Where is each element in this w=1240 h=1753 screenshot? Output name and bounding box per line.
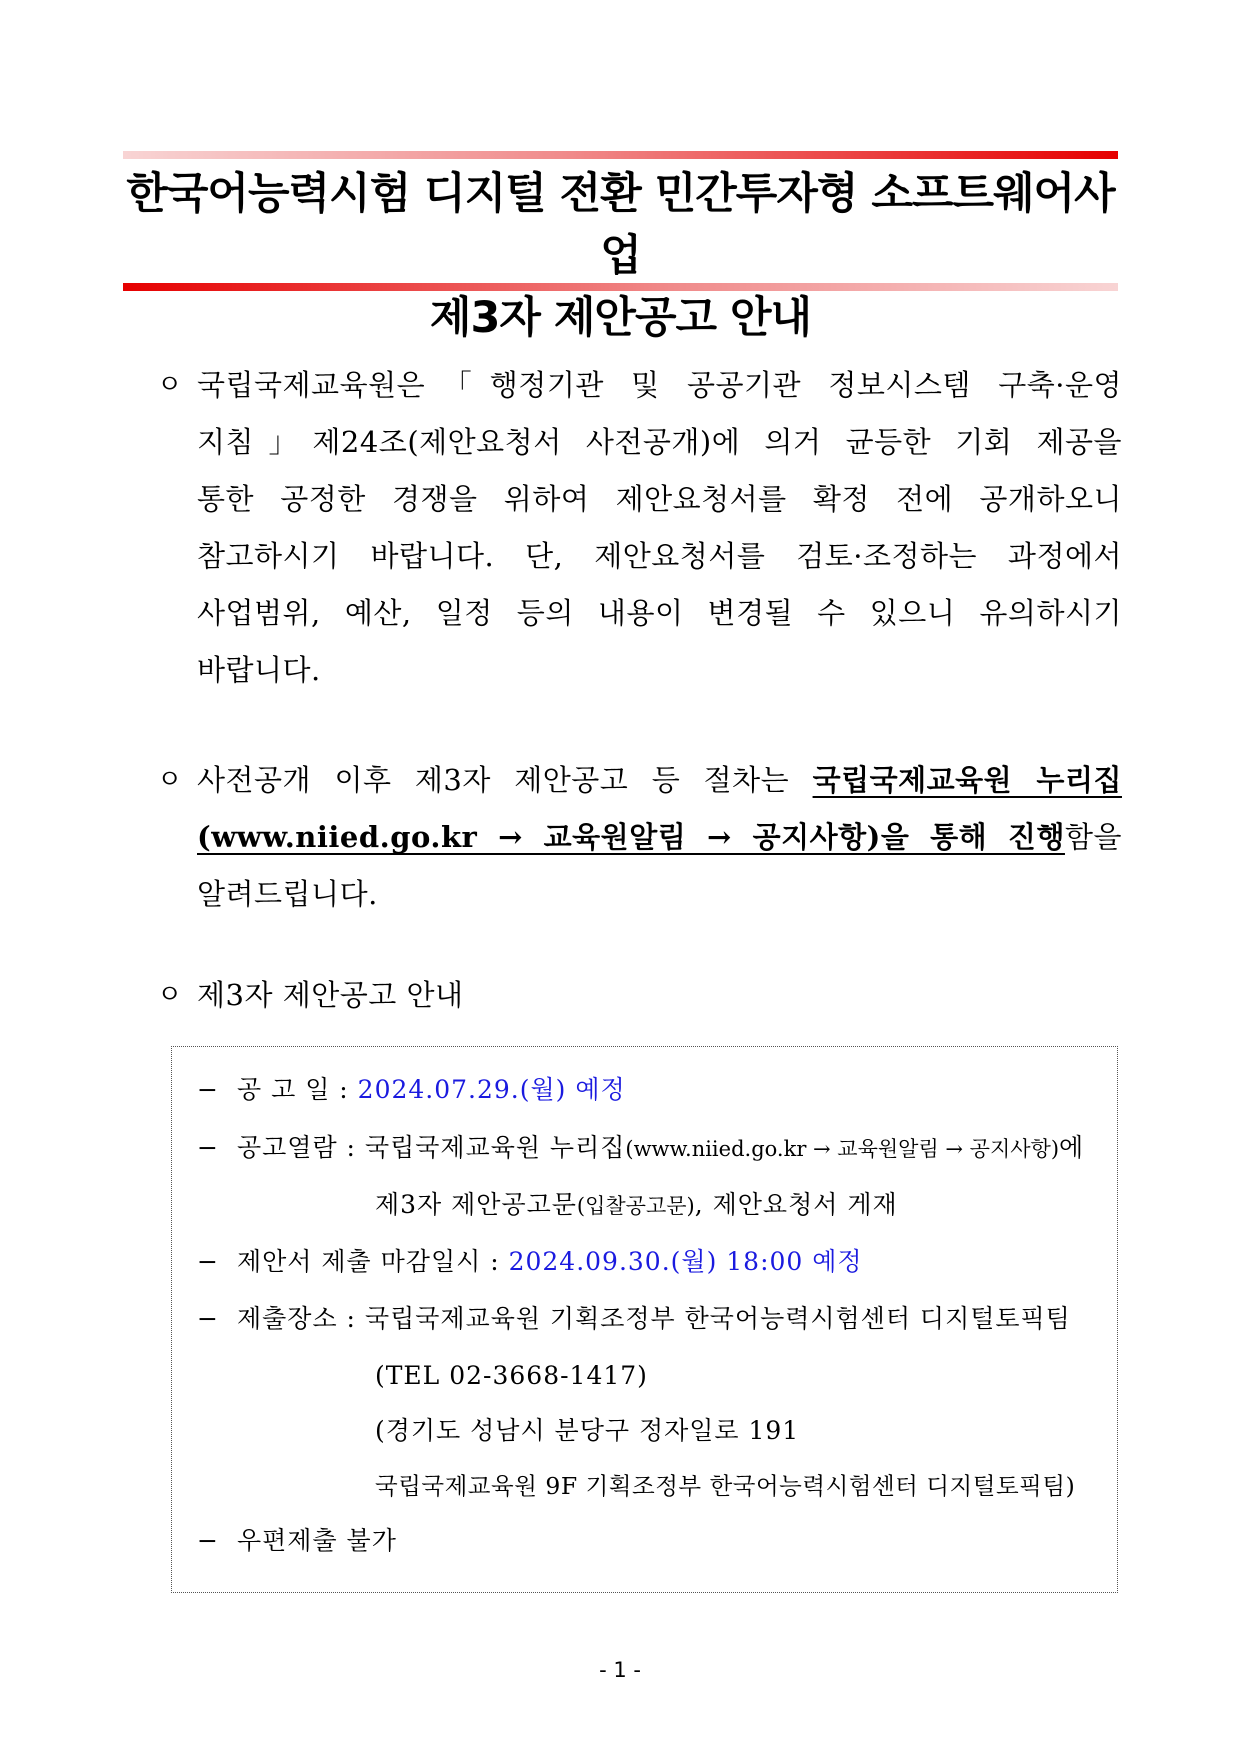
- notice-path-link[interactable]: (www.niied.go.kr → 교육원알림 → 공지사항)을 통해 진행: [197, 820, 1065, 854]
- value-viewing-docs-note: (입찰공고문): [576, 1194, 695, 1218]
- info-row-deadline: [197, 1242, 863, 1282]
- para2-line-1: [197, 752, 1122, 809]
- para1-line: 통한 공정한 경쟁을 위하여 제안요청서를 확정 전에 공개하오니: [197, 482, 1122, 516]
- bullet-1: ㅇ: [157, 370, 183, 400]
- info-row-address: (경기도 성남시 분당구 정자일로 191: [375, 1416, 800, 1445]
- label-announce-date: 공 고 일 :: [237, 1075, 349, 1104]
- info-row-phone: (TEL 02-3668-1417): [375, 1361, 648, 1390]
- page-title: [123, 163, 1118, 349]
- info-row-announce-date: [197, 1070, 626, 1110]
- label-submission-place: 제출장소 :: [237, 1304, 356, 1333]
- dash-marker: −: [197, 1247, 219, 1276]
- title-bottom-rule: [123, 283, 1118, 291]
- value-viewing-path: (www.niied.go.kr → 교육원알림 → 공지사항): [625, 1137, 1060, 1161]
- para1-line: 지침」제24조(제안요청서 사전공개)에 의거 균등한 기회 제공을: [197, 425, 1122, 459]
- info-row-postal: [197, 1521, 397, 1561]
- bullet-3: ㅇ: [157, 980, 183, 1010]
- section3-title: 제3자 제안공고 안내: [197, 978, 464, 1012]
- para1-line: 국립국제교육원은「행정기관 및 공공기관 정보시스템 구축·운영: [197, 368, 1122, 402]
- info-row-viewing: [197, 1128, 1084, 1169]
- bullet-2: ㅇ: [157, 765, 183, 795]
- dash-marker: −: [197, 1304, 219, 1333]
- paragraph-procedure: [197, 752, 1122, 923]
- page-number: - 1 -: [599, 1658, 641, 1682]
- value-deadline: 2024.09.30.(월) 18:00 예정: [508, 1247, 863, 1276]
- para2-line-3: 알려드립니다.: [197, 877, 378, 911]
- para1-line: 바랍니다.: [197, 653, 321, 687]
- dash-marker: −: [197, 1526, 219, 1555]
- title-line-1: 한국어능력시험 디지털 전환 민간투자형 소프트웨어사업: [126, 169, 1115, 281]
- para2-plain-text: 사전공개 이후 제3자 제안공고 등 절차는: [197, 763, 813, 797]
- value-no-postal: 우편제출 불가: [237, 1526, 397, 1555]
- label-deadline: 제안서 제출 마감일시 :: [237, 1247, 500, 1276]
- value-viewing-docs-end: , 제안요청서 게재: [694, 1190, 898, 1219]
- info-row-viewing-cont: [375, 1185, 898, 1226]
- value-viewing-docs: 제3자 제안공고문: [375, 1190, 577, 1219]
- value-viewing-end: 에: [1059, 1133, 1085, 1162]
- dash-marker: −: [197, 1133, 219, 1162]
- value-viewing-site: 국립국제교육원 누리집: [364, 1133, 626, 1162]
- para2-plain-text: 함을: [1064, 820, 1122, 854]
- title-line-2: 제3자 제안공고 안내: [429, 293, 812, 343]
- title-top-rule: [123, 151, 1118, 159]
- label-viewing: 공고열람 :: [237, 1133, 356, 1162]
- paragraph-disclosure: [197, 357, 1122, 699]
- value-announce-date: 2024.07.29.(월) 예정: [357, 1075, 626, 1104]
- niied-homepage-link[interactable]: 국립국제교육원 누리집: [812, 763, 1122, 797]
- para2-line-2: [197, 809, 1122, 866]
- para1-line: 사업범위, 예산, 일정 등의 내용이 변경될 수 있으니 유의하시기: [197, 596, 1122, 630]
- section-heading: [197, 967, 1122, 1024]
- info-row-address-detail: 국립국제교육원 9F 기획조정부 한국어능력시험센터 디지털토픽팀): [375, 1472, 1076, 1500]
- para1-line: 참고하시기 바랍니다. 단, 제안요청서를 검토·조정하는 과정에서: [197, 539, 1122, 573]
- info-row-submission-place: [197, 1299, 1071, 1339]
- value-submission-team: 국립국제교육원 기획조정부 한국어능력시험센터 디지털토픽팀: [364, 1304, 1071, 1333]
- dash-marker: −: [197, 1075, 219, 1104]
